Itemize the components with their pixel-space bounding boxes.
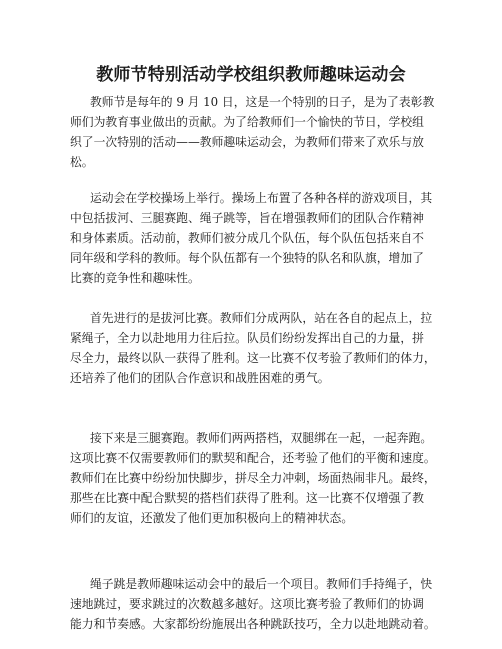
paragraph-line: 和身体素质。活动前，教师们被分成几个队伍，每个队伍包括来自不 (70, 231, 424, 245)
paragraph-line: 接下来是三腿赛跑。教师们两两搭档，双腿绑在一起，一起奔跑。 (90, 431, 433, 445)
paragraph-line: 中包括拔河、三腿赛跑、绳子跳等，旨在增强教师们的团队合作精神 (70, 211, 424, 225)
paragraph-line: 比赛的竞争性和趣味性。 (70, 271, 200, 285)
paragraph-venue (70, 188, 450, 288)
paragraph-line: 能力和节奏感。大家都纷纷施展出各种跳跃技巧，全力以赴地跳动着。 (70, 617, 436, 631)
paragraph-line: 尽全力，最终以队一获得了胜利。这一比赛不仅考验了教师们的体力， (70, 351, 436, 365)
document-title: 教师节特别活动学校组织教师趣味运动会 (96, 65, 406, 85)
paragraph-line: 教师节是每年的 9 月 10 日，这是一个特别的日子，是为了表彰教 (90, 95, 435, 109)
paragraph-line: 师们的友谊，还激发了他们更加积极向上的精神状态。 (70, 511, 354, 525)
paragraph-line: 紧绳子，全力以赴地用力往后拉。队员们纷纷发挥出自己的力量，拼 (70, 331, 424, 345)
paragraph-three-legged-race (70, 428, 450, 528)
paragraph-line: 织了一次特别的活动——教师趣味运动会，为教师们带来了欢乐与放 (70, 135, 424, 149)
paragraph-line: 速地跳过，要求跳过的次数越多越好。这项比赛考验了教师们的协调 (70, 597, 424, 611)
paragraph-line: 那些在比赛中配合默契的搭档们获得了胜利。这一比赛不仅增强了教 (70, 491, 424, 505)
paragraph-tug-of-war (70, 308, 450, 388)
paragraph-line: 同年级和学科的教师。每个队伍都有一个独特的队名和队旗，增加了 (70, 251, 424, 265)
paragraph-line: 绳子跳是教师趣味运动会中的最后一个项目。教师们手持绳子，快 (90, 577, 433, 591)
paragraph-line: 师们为教育事业做出的贡献。为了给教师们一个愉快的节日，学校组 (70, 115, 424, 129)
paragraph-line: 运动会在学校操场上举行。操场上布置了各种各样的游戏项目，其 (90, 191, 433, 205)
paragraph-rope-jumping (70, 574, 450, 634)
paragraph-line: 首先进行的是拔河比赛。教师们分成两队，站在各自的起点上，拉 (90, 311, 433, 325)
paragraph-line: 松。 (70, 155, 94, 169)
paragraph-line: 还培养了他们的团队合作意识和战胜困难的勇气。 (70, 371, 330, 385)
paragraph-line: 这项比赛不仅需要教师们的默契和配合，还考验了他们的平衡和速度。 (70, 451, 436, 465)
paragraph-intro (70, 92, 450, 172)
paragraph-line: 教师们在比赛中纷纷加快脚步，拼尽全力冲刺，场面热闹非凡。最终， (70, 471, 436, 485)
